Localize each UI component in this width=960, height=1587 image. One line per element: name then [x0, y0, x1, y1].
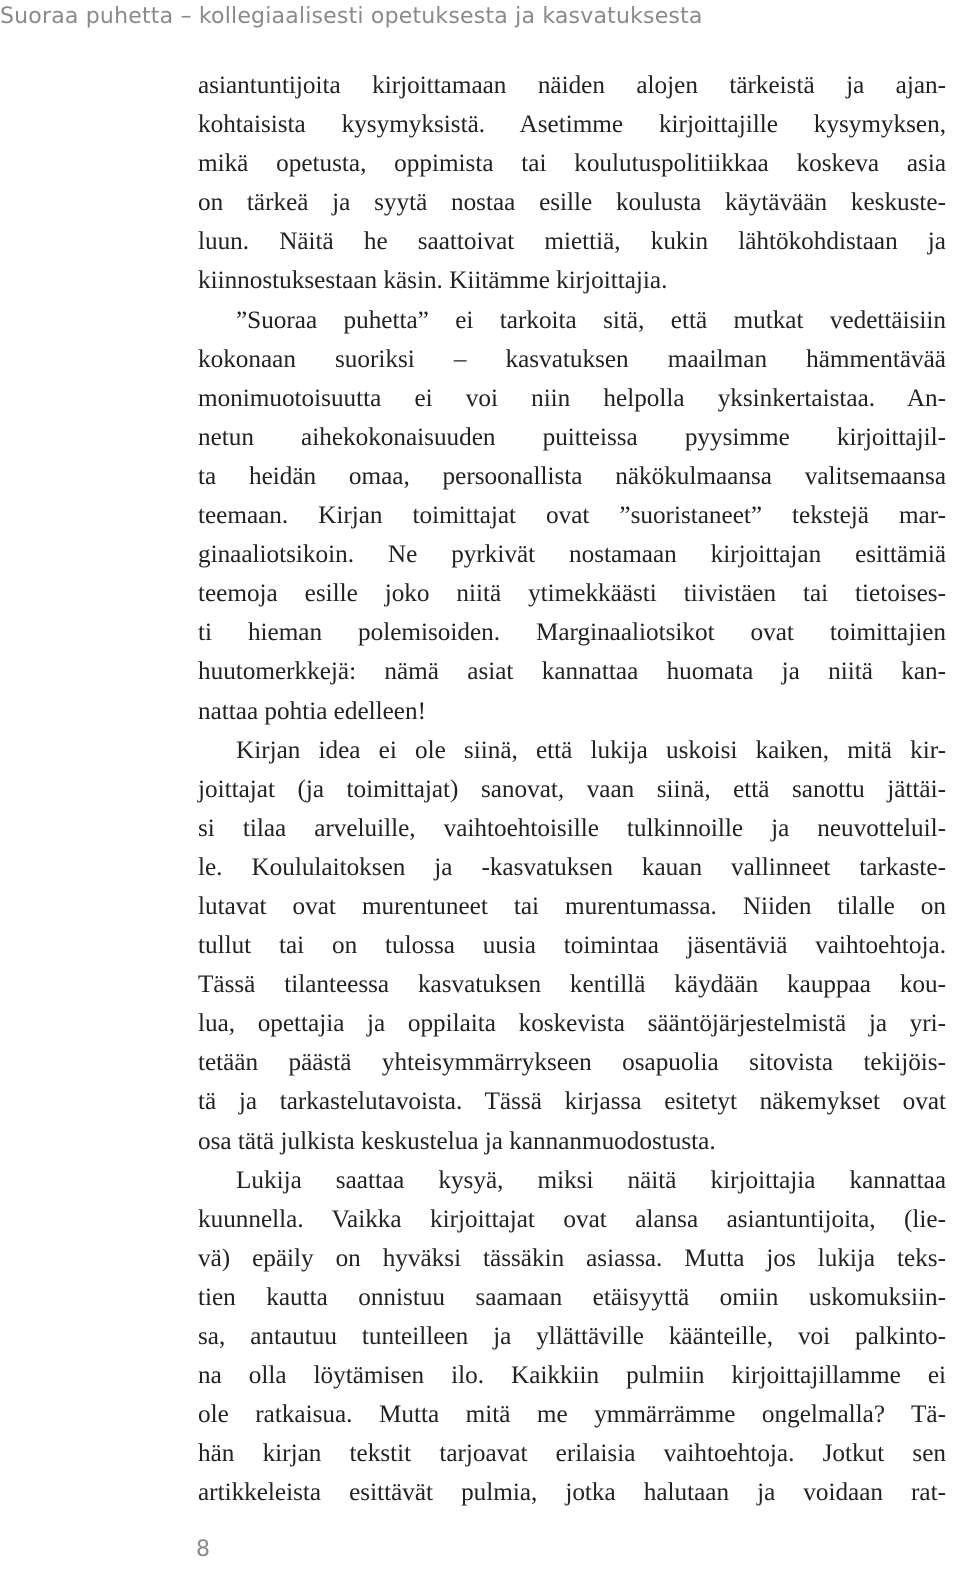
- text-line: on tärkeä ja syytä nostaa esille koulusta käytävään keskuste-: [198, 189, 946, 217]
- text-line: luun. Näitä he saattoivat miettiä, kukin lähtökohdistaan ja: [198, 228, 946, 256]
- text-line: huutomerkkejä: nämä asiat kannattaa huomata ja niitä kan-: [198, 658, 946, 686]
- text-line: ole ratkaisua. Mutta mitä me ymmärrämme ongelmalla? Tä-: [198, 1401, 946, 1429]
- text-line: tien kautta onnistuu saamaan etäisyyttä omiin uskomuksiin-: [198, 1283, 946, 1311]
- running-header: Suoraa puhetta – kollegiaalisesti opetuksesta ja kasvatuksesta: [0, 4, 703, 29]
- text-line: kokonaan suoriksi – kasvatuksen maailman hämmentävää: [198, 345, 946, 373]
- text-line: ”Suoraa puhetta” ei tarkoita sitä, että mutkat vedettäisiin: [236, 306, 946, 334]
- text-line: Lukija saattaa kysyä, miksi näitä kirjoittajia kannattaa: [236, 1166, 946, 1194]
- text-line: lutavat ovat murentuneet tai murentumassa. Niiden tilalle on: [198, 892, 946, 920]
- text-line: ta heidän omaa, persoonallista näkökulmaansa valitsemaansa: [198, 462, 946, 490]
- text-line: Kirjan idea ei ole siinä, että lukija uskoisi kaiken, mitä kir-: [236, 736, 946, 764]
- paragraph-4: [198, 1161, 946, 1513]
- paragraph-2: [198, 301, 946, 731]
- page-number: 8: [196, 1537, 210, 1562]
- text-line: hän kirjan tekstit tarjoavat erilaisia vaihtoehtoja. Jotkut sen: [198, 1440, 946, 1468]
- text-line: kohtaisista kysymyksistä. Asetimme kirjoittajille kysymyksen,: [198, 111, 946, 139]
- paragraph-3: [198, 731, 946, 1161]
- text-line: osa tätä julkista keskustelua ja kannanmuodostusta.: [198, 1127, 716, 1155]
- paragraph-1: [198, 66, 946, 301]
- text-line: na olla löytämisen ilo. Kaikkiin pulmiin kirjoittajillamme ei: [198, 1362, 946, 1390]
- text-line: kiinnostuksestaan käsin. Kiitämme kirjoittajia.: [198, 267, 668, 295]
- text-line: nattaa pohtia edelleen!: [198, 697, 426, 725]
- text-line: artikkeleista esittävät pulmia, jotka halutaan ja voidaan rat-: [198, 1479, 946, 1507]
- text-line: vä) epäily on hyväksi tässäkin asiassa. Mutta jos lukija teks-: [198, 1244, 946, 1272]
- text-line: ginaaliotsikoin. Ne pyrkivät nostamaan kirjoittajan esittämiä: [198, 541, 946, 569]
- text-line: si tilaa arveluille, vaihtoehtoisille tulkinnoille ja neuvotteluil-: [198, 814, 946, 842]
- text-line: netun aihekokonaisuuden puitteissa pyysimme kirjoittajil-: [198, 423, 946, 451]
- text-line: le. Koululaitoksen ja -kasvatuksen kauan vallinneet tarkaste-: [198, 853, 946, 881]
- text-line: tä ja tarkastelutavoista. Tässä kirjassa esitetyt näkemykset ovat: [198, 1088, 946, 1116]
- text-line: tetään päästä yhteisymmärrykseen osapuolia sitovista tekijöis-: [198, 1049, 946, 1077]
- text-line: teemoja esille joko niitä ytimekkäästi tiivistäen tai tietoises-: [198, 580, 946, 608]
- text-line: tullut tai on tulossa uusia toimintaa jäsentäviä vaihtoehtoja.: [198, 932, 946, 960]
- text-line: lua, opettajia ja oppilaita koskevista sääntöjärjestelmistä ja yri-: [198, 1010, 946, 1038]
- text-line: mikä opetusta, oppimista tai koulutuspolitiikkaa koskeva asia: [198, 150, 946, 178]
- text-line: monimuotoisuutta ei voi niin helpolla yksinkertaistaa. An-: [198, 384, 946, 412]
- text-line: ti hieman polemisoiden. Marginaaliotsikot ovat toimittajien: [198, 619, 946, 647]
- text-line: teemaan. Kirjan toimittajat ovat ”suoristaneet” tekstejä mar-: [198, 502, 946, 530]
- text-line: asiantuntijoita kirjoittamaan näiden alojen tärkeistä ja ajan-: [198, 72, 946, 99]
- text-line: Tässä tilanteessa kasvatuksen kentillä käydään kauppaa kou-: [198, 971, 946, 999]
- body-text: [198, 66, 946, 1512]
- text-line: kuunnella. Vaikka kirjoittajat ovat alansa asiantuntijoita, (lie-: [198, 1205, 946, 1233]
- text-line: sa, antautuu tunteilleen ja yllättäville käänteille, voi palkinto-: [198, 1323, 946, 1350]
- text-line: joittajat (ja toimittajat) sanovat, vaan siinä, että sanottu jättäi-: [198, 775, 946, 803]
